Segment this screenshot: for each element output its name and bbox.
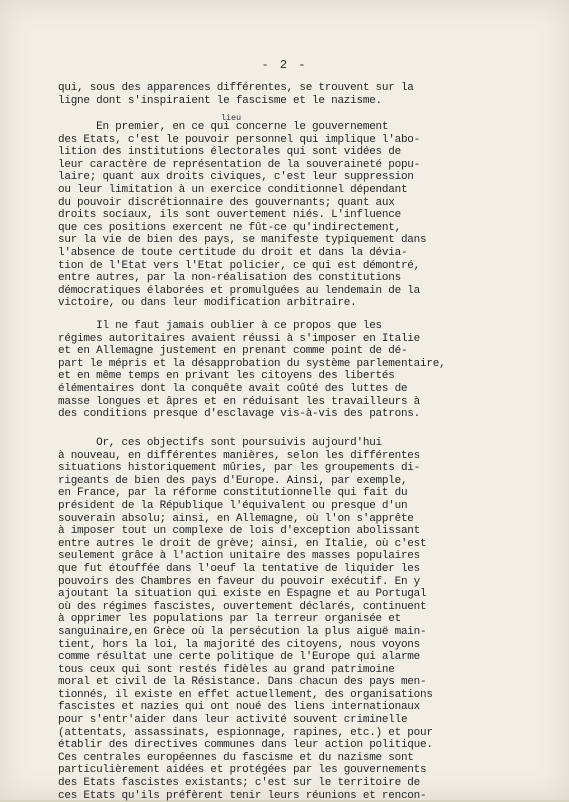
text-line: rigeants de bien des pays d'Europe. Ainsi, par exemple, [58, 474, 408, 487]
text-line: tous ceux qui sont restés fidèles au grand patrimoine [58, 663, 395, 676]
text-line: comme résultat une certe politique de l'Europe qui alarme [58, 651, 421, 664]
text-line: Or, ces objectifs sont poursuivis aujourd'hui [58, 437, 382, 449]
page-number: - 2 - [261, 58, 308, 72]
text-line: part le mépris et la désapprobation du système parlementaire, [58, 357, 446, 370]
text-line: ou leur limitation à un exercice conditionnel dépendant [58, 183, 408, 196]
text-line: à imposer tout un complexe de lois d'exception abolissant [58, 525, 421, 538]
text-line: établir des directives communes dans leur action politique. [58, 739, 433, 752]
text-line: ajoutant la situation qui existe en Espagne et au Portugal [58, 588, 427, 601]
handwritten-insertion: lieu [221, 113, 242, 123]
text-line: tient, hors la loi, la majorité des citoyens, nous voyons [58, 638, 421, 651]
text-line: sanguinaire,en Grèce où la persécution la plus aiguë main- [58, 625, 427, 638]
text-line: entre autres, par la non-réalisation des constitutions [58, 272, 401, 285]
paragraph-3 [58, 320, 526, 421]
text-line: masse longues et âpres et en réduisant les travailleurs à [58, 395, 421, 408]
text-line: démocratiques élaborées et promulguées au lendemain de la [58, 284, 421, 297]
text-line: seulement grâce à l'action unitaire des masses populaires [58, 550, 421, 563]
text-line: Ces centrales européennes du fascisme et du nazisme sont [58, 751, 414, 764]
paragraph-2 [58, 121, 526, 310]
text-line: pouvoirs des Chambres en faveur du pouvoir exécutif. En y [58, 575, 421, 588]
text-line: que fut étouffée dans l'oeuf la tentative de liquider les [58, 562, 421, 575]
text-line: qui, sous des apparences différentes, se trouvent sur la [58, 82, 414, 94]
text-line: tionnés, il existe en effet actuellement, des organisations [58, 688, 433, 701]
text-line: à nouveau, en différentes manières, selon les différentes [58, 449, 421, 462]
text-line: à opprimer les populations par la terreur organisée et [58, 613, 401, 626]
text-line: ces Etats qu'ils préfèrent tenir leurs réunions et rencon- [58, 789, 427, 802]
text-line: lition des institutions électorales qui sont vidées de [58, 146, 401, 159]
text-line: l'absence de toute certitude du droit et dans la dévia- [58, 246, 408, 259]
text-line: tion de l'Etat vers l'Etat policier, ce qui est démontré, [58, 259, 421, 272]
text-line: régimes autoritaires avaient réussi à s'imposer en Italie [58, 332, 421, 345]
text-line: en France, par la réforme constitutionnelle qui fait du [58, 487, 408, 500]
text-line: leur caractère de représentation de la souveraineté popu- [58, 158, 421, 171]
text-line: que ces positions exercent ne fût-ce qu'indirectement, [58, 221, 401, 234]
text-line: sur la vie de bien des pays, se manifeste typiquement dans [58, 234, 427, 247]
text-line: et en Allemagne justement en prenant comme point de dé- [58, 345, 408, 358]
text-line: pour s'entr'aider dans leur activité souvent criminelle [58, 714, 408, 727]
text-line: des conditions presque d'esclavage vis-à-vis des patrons. [58, 408, 421, 421]
text-line: En premier, en ce qui concerne le gouvernement [58, 121, 389, 133]
text-line: victoire, ou dans leur modification arbitraire. [58, 297, 357, 310]
text-line: particulièrement aidées et protégées par les gouvernements [58, 764, 427, 777]
text-line: (attentats, assassinats, espionnage, rapines, etc.) et pour [58, 726, 433, 739]
text-line: et en même temps en privant les citoyens des libertés [58, 370, 395, 383]
text-line: des Etats, c'est le pouvoir personnel qui implique l'abo- [58, 133, 421, 146]
text-line: Il ne faut jamais oublier à ce propos que les [58, 320, 382, 332]
text-line: droits sociaux, ils sont ouvertement niés. L'influence [58, 209, 401, 222]
text-line: entre autres le droit de grève; ainsi, en Italie, où c'est [58, 537, 427, 550]
paragraph-1 [58, 82, 526, 107]
text-line: situations historiquement mûries, par les groupements di- [58, 462, 421, 475]
text-line: ligne dont s'inspiraient le fascisme et le nazisme. [58, 94, 382, 107]
text-line: où des régimes fascistes, ouvertement déclarés, continuent [58, 600, 427, 613]
text-line: moral et civil de la Résistance. Dans chacun des pays men- [58, 676, 427, 689]
paragraph-4 [58, 437, 526, 802]
text-line: fascistes et nazies qui ont noué des liens internationaux [58, 701, 421, 714]
text-line: du pouvoir discrétionnaire des gouvernants; quant aux [58, 196, 395, 209]
text-line: élémentaires dont la conquête avait coûté des luttes de [58, 382, 408, 395]
text-line: des Etats fascistes existants; c'est sur le territoire de [58, 777, 421, 790]
text-line: souverain absolu; ainsi, en Allemagne, où l'on s'apprête [58, 512, 414, 525]
text-line: président de la République l'équivalent ou presque d'un [58, 499, 408, 512]
text-line: laire; quant aux droits civiques, c'est leur suppression [58, 171, 414, 184]
